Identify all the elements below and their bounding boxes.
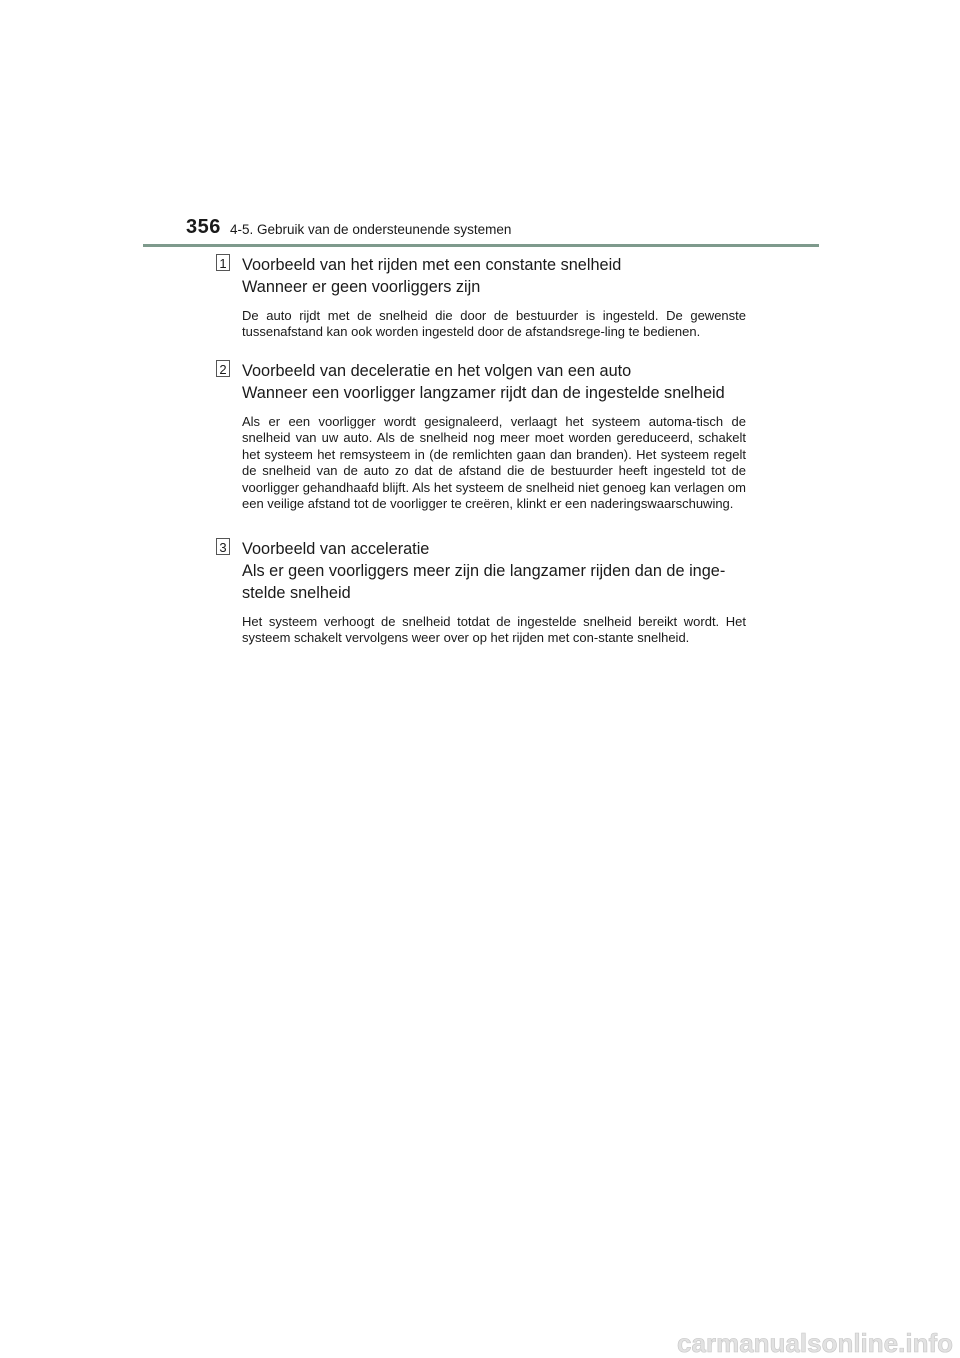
section-heading-line1: Voorbeeld van acceleratie bbox=[242, 540, 430, 558]
section-body: Als er een voorligger wordt gesignaleerd, verlaagt het systeem automa-tisch de snelheid van uw auto. Als de snelheid nog meer moet worden gereduceerd, schakelt het systeem het remsysteem in (de remlichten gaan dan branden). Het systeem regelt de snelheid van de auto zo dat de afstand die de bestuurder heeft ingesteld tot de voorligger gehandhaafd blijft. Als het systeem de snelheid niet genoeg kan verlagen om een veilige afstand tot de voorligger te creëren, klinkt er een naderingswaarschuwing. bbox=[242, 414, 746, 512]
page-header bbox=[186, 216, 826, 246]
section-heading-line2: Wanneer een voorligger langzamer rijdt dan de ingestelde snelheid bbox=[242, 384, 725, 402]
section-body: De auto rijdt met de snelheid die door de bestuurder is ingesteld. De gewenste tussenafstand kan ook worden ingesteld door de afstandsrege-ling te bedienen. bbox=[242, 308, 746, 340]
section-number-badge: 2 bbox=[216, 360, 230, 377]
section-number-badge: 3 bbox=[216, 538, 230, 555]
section-body: Het systeem verhoogt de snelheid totdat de ingestelde snelheid bereikt wordt. Het systeem schakelt vervolgens weer over op het rijden met con-stante snelheid. bbox=[242, 614, 746, 646]
section-heading-line2: Als er geen voorliggers meer zijn die langzamer rijden dan de inge-stelde snelheid bbox=[242, 562, 726, 602]
section-heading bbox=[242, 254, 761, 298]
watermark-logo bbox=[605, 1326, 955, 1358]
section-acceleration bbox=[216, 538, 761, 647]
section-constant-speed bbox=[216, 254, 761, 341]
section-heading bbox=[242, 360, 761, 404]
section-heading-line1: Voorbeeld van deceleratie en het volgen van een auto bbox=[242, 362, 632, 380]
section-deceleration bbox=[216, 360, 761, 512]
section-heading bbox=[242, 538, 761, 604]
section-heading-line1: Voorbeeld van het rijden met een constante snelheid bbox=[242, 256, 622, 274]
section-heading-line2: Wanneer er geen voorliggers zijn bbox=[242, 278, 481, 296]
page-number: 356 bbox=[186, 216, 221, 238]
section-number-badge: 1 bbox=[216, 254, 230, 271]
chapter-title: 4-5. Gebruik van de ondersteunende systemen bbox=[230, 222, 512, 237]
svg-text:carmanualsonline.info: carmanualsonline.info bbox=[677, 1328, 953, 1358]
header-divider bbox=[143, 244, 819, 247]
